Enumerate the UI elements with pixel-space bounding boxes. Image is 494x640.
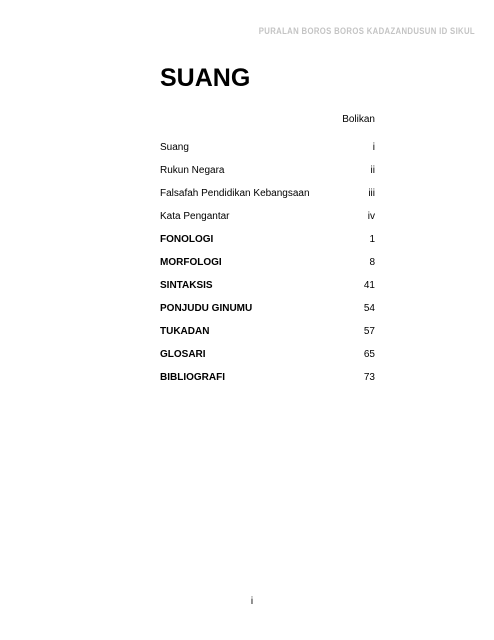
toc-entry-title: Suang	[160, 142, 189, 153]
toc-entry-page: 54	[363, 303, 375, 314]
toc-entry-bibliografi	[160, 366, 375, 389]
toc-entry-page: i	[372, 142, 375, 153]
toc-entry-page: 1	[369, 234, 375, 245]
toc-entry-title: GLOSARI	[160, 349, 206, 360]
page-title: SUANG	[160, 64, 251, 92]
toc-entry-page: iii	[368, 188, 375, 199]
table-of-contents	[160, 136, 375, 389]
toc-entry-page: 73	[363, 372, 375, 383]
toc-entry-glosari	[160, 343, 375, 366]
toc-entry-page: 57	[363, 326, 375, 337]
toc-entry-title: FONOLOGI	[160, 234, 214, 245]
page-number: i	[250, 596, 254, 607]
toc-entry-tukadan	[160, 320, 375, 343]
toc-entry-title: SINTAKSIS	[160, 280, 213, 291]
toc-entry-morfologi	[160, 251, 375, 274]
toc-entry-suang	[160, 136, 375, 159]
toc-entry-title: Rukun Negara	[160, 165, 225, 176]
toc-entry-page: 41	[363, 280, 375, 291]
toc-entry-ponjudu-ginumu	[160, 297, 375, 320]
toc-entry-page: iv	[367, 211, 375, 222]
toc-entry-title: TUKADAN	[160, 326, 210, 337]
toc-entry-page: 65	[363, 349, 375, 360]
toc-entry-title: MORFOLOGI	[160, 257, 222, 268]
toc-entry-title: PONJUDU GINUMU	[160, 303, 253, 314]
toc-entry-rukun-negara	[160, 159, 375, 182]
running-header: PURALAN BOROS BOROS KADAZANDUSUN ID SIKUL	[258, 26, 475, 36]
toc-entry-kata-pengantar	[160, 205, 375, 228]
toc-entry-falsafah	[160, 182, 375, 205]
toc-entry-fonologi	[160, 228, 375, 251]
page-column-label: Bolikan	[342, 114, 375, 125]
toc-entry-title: Falsafah Pendidikan Kebangsaan	[160, 188, 310, 199]
toc-entry-page: ii	[370, 165, 375, 176]
toc-entry-page: 8	[369, 257, 375, 268]
toc-entry-sintaksis	[160, 274, 375, 297]
toc-entry-title: BIBLIOGRAFI	[160, 372, 225, 383]
toc-entry-title: Kata Pengantar	[160, 211, 230, 222]
